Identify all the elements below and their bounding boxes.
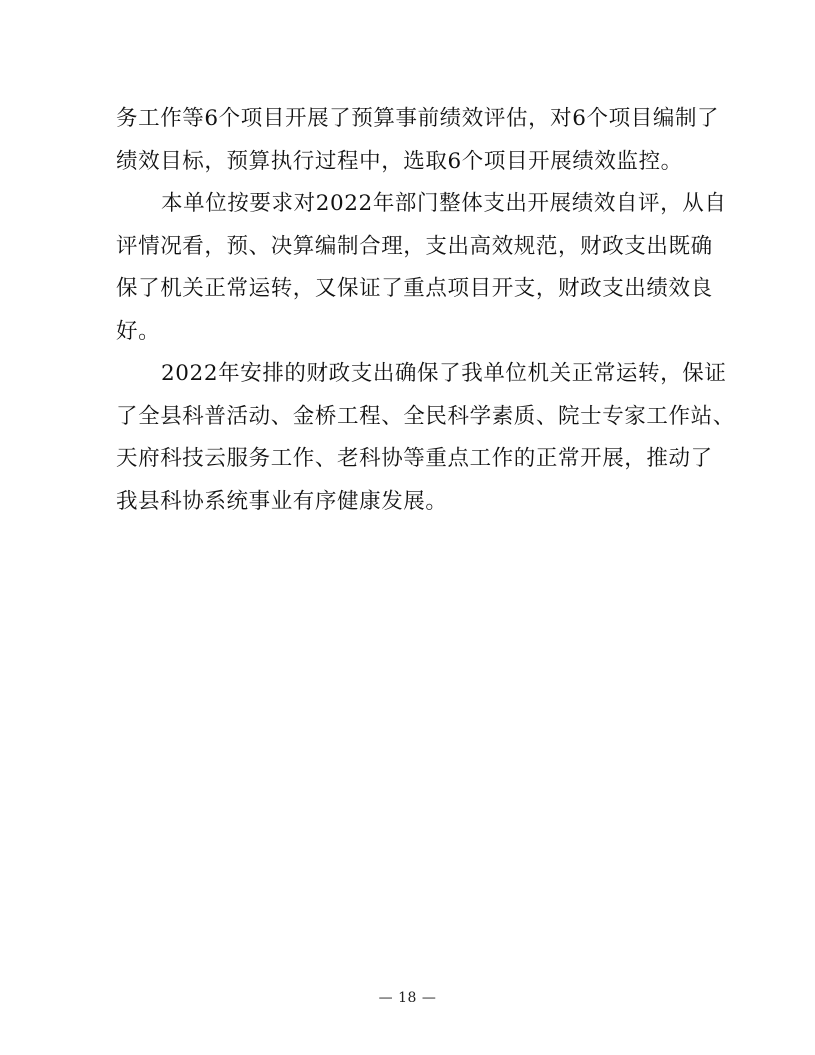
paragraph-2-line-2: 评情况看，预、决算编制合理，支出高效规范，财政支出既确 — [116, 233, 713, 259]
paragraph-3-line-2: 了全县科普活动、金桥工程、全民科学素质、院士专家工作站、 — [116, 403, 735, 429]
paragraph-3-line-1: 2022年安排的财政支出确保了我单位机关正常运转，保证 — [161, 361, 727, 386]
paragraph-2-line-4: 好。 — [116, 318, 161, 344]
paragraph-3-line-4: 我县科协系统事业有序健康发展。 — [116, 488, 448, 514]
page-number: — 18 — — [378, 990, 437, 1006]
paragraph-1-line-1: 务工作等6个项目开展了预算事前绩效评估，对6个项目编制了 — [116, 106, 720, 131]
paragraph-2-line-3: 保了机关正常运转，又保证了重点项目开支，财政支出绩效良 — [116, 276, 713, 301]
body-text — [116, 98, 735, 523]
paragraph-2-line-1: 本单位按要求对2022年部门整体支出开展绩效自评，从自 — [161, 191, 727, 216]
paragraph-1-line-2: 绩效目标，预算执行过程中，选取6个项目开展绩效监控。 — [116, 148, 683, 174]
paragraph-3-line-3: 天府科技云服务工作、老科协等重点工作的正常开展，推动了 — [116, 446, 713, 471]
